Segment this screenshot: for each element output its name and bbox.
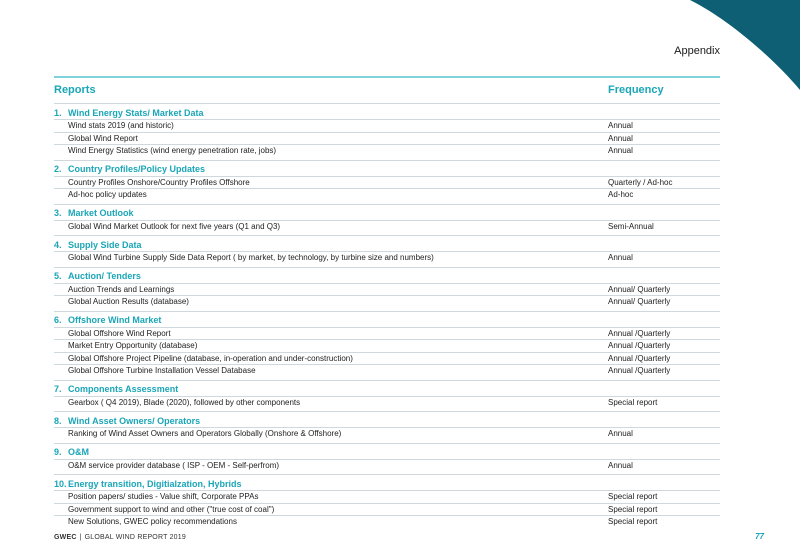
report-name: Auction Trends and Learnings [68,284,175,294]
section-title-text: Market Outlook [68,208,134,218]
report-name: Global Auction Results (database) [68,297,189,307]
section-number: 10. [54,478,67,489]
report-frequency: Ad-hoc [608,190,634,200]
footer-publication: GLOBAL WIND REPORT 2019 [84,534,186,541]
report-name: Global Offshore Wind Report [68,328,171,338]
table-row [54,396,720,409]
section-title-text: O&M [68,447,89,457]
report-name: Position papers/ studies - Value shift, Corporate PPAs [68,492,259,502]
section-number: 1. [54,107,62,118]
report-frequency: Annual [608,146,633,156]
table-row [54,339,720,352]
section-number: 4. [54,239,62,250]
report-name: Global Wind Turbine Supply Side Data Report ( by market, by technology, by turbine size and numbers) [68,253,434,263]
footer [54,534,186,541]
section-title [54,380,720,396]
section-title-text: Supply Side Data [68,239,142,250]
footer-brand: GWEC [54,534,77,541]
section-title [54,235,720,251]
table-row [54,220,720,233]
section [54,160,720,201]
report-frequency: Special report [608,492,658,502]
table-header [54,76,720,100]
section-number: 2. [54,164,62,174]
report-frequency: Annual /Quarterly [608,366,671,376]
table-row [54,176,720,189]
section-title [54,267,720,283]
report-frequency: Annual/ Quarterly [608,284,671,294]
section-title [54,411,720,427]
section-number: 5. [54,271,62,281]
section-title [54,103,720,119]
report-frequency: Annual [608,429,633,439]
section-title-text: Wind Asset Owners/ Operators [68,415,201,426]
report-name: Ad-hoc policy updates [68,190,147,200]
report-frequency: Annual/ Quarterly [608,297,671,307]
report-frequency: Special report [608,517,658,527]
table-row [54,251,720,264]
report-name: Wind stats 2019 (and historic) [68,121,174,131]
table-row [54,515,720,528]
section-title-text: Energy transition, Digitialzation, Hybrids [68,478,242,489]
report-name: Global Wind Report [68,133,138,143]
section [54,474,720,528]
report-frequency: Special report [608,397,658,407]
report-name: New Solutions, GWEC policy recommendations [68,517,237,527]
table-row [54,283,720,296]
section-number: 7. [54,384,62,394]
section-number: 9. [54,447,62,457]
section-title [54,160,720,176]
report-name: Global Offshore Project Pipeline (database, in-operation and under-construction) [68,353,353,363]
table-row [54,327,720,340]
footer-separator: | [79,534,82,541]
section [54,267,720,308]
section [54,443,720,472]
table-row [54,503,720,516]
report-frequency: Quarterly / Ad-hoc [608,177,673,187]
report-name: Global Offshore Turbine Installation Vessel Database [68,366,256,376]
reports-header: Reports [54,84,96,96]
section-title [54,204,720,220]
section-title-text: Country Profiles/Policy Updates [68,164,206,174]
section-title [54,311,720,327]
table-row [54,459,720,472]
report-name: Government support to wind and other ("true cost of coal") [68,504,275,514]
section-number: 6. [54,315,62,325]
section-number: 8. [54,415,62,426]
report-frequency: Semi-Annual [608,221,654,231]
report-name: Ranking of Wind Asset Owners and Operators Globally (Onshore & Offshore) [68,429,342,439]
section-title-text: Offshore Wind Market [68,315,162,325]
table-row [54,352,720,365]
table-row [54,144,720,157]
section [54,103,720,157]
table-row [54,364,720,377]
report-name: Market Entry Opportunity (database) [68,341,198,351]
report-frequency: Annual [608,460,633,470]
report-name: Wind Energy Statistics (wind energy penetration rate, jobs) [68,146,277,156]
report-frequency: Annual /Quarterly [608,328,671,338]
section [54,380,720,409]
section-title [54,474,720,490]
section [54,411,720,440]
section [54,235,720,264]
table-row [54,132,720,145]
section-title-text: Wind Energy Stats/ Market Data [68,107,204,118]
table-row [54,295,720,308]
report-frequency: Annual [608,253,633,263]
table-row [54,490,720,503]
report-frequency: Annual [608,133,633,143]
page-label: Appendix [674,45,720,57]
table-row [54,188,720,201]
section-title [54,443,720,459]
report-frequency: Annual /Quarterly [608,341,671,351]
sections-container [54,103,720,528]
page-number: 77 [755,532,764,541]
report-name: Country Profiles Onshore/Country Profiles Offshore [68,177,250,187]
report-frequency: Annual /Quarterly [608,353,671,363]
reports-table [54,76,720,528]
section-title-text: Components Assessment [68,384,179,394]
table-row [54,427,720,440]
report-frequency: Annual [608,121,633,131]
frequency-header: Frequency [608,84,664,96]
section-number: 3. [54,208,62,218]
table-row [54,119,720,132]
report-frequency: Special report [608,504,658,514]
report-name: Gearbox ( Q4 2019), Blade (2020), followed by other components [68,397,301,407]
report-name: O&M service provider database ( ISP - OEM - Self-perfrom) [68,460,280,470]
section [54,204,720,233]
report-name: Global Wind Market Outlook for next five years (Q1 and Q3) [68,221,281,231]
section-title-text: Auction/ Tenders [68,271,141,281]
section [54,311,720,377]
